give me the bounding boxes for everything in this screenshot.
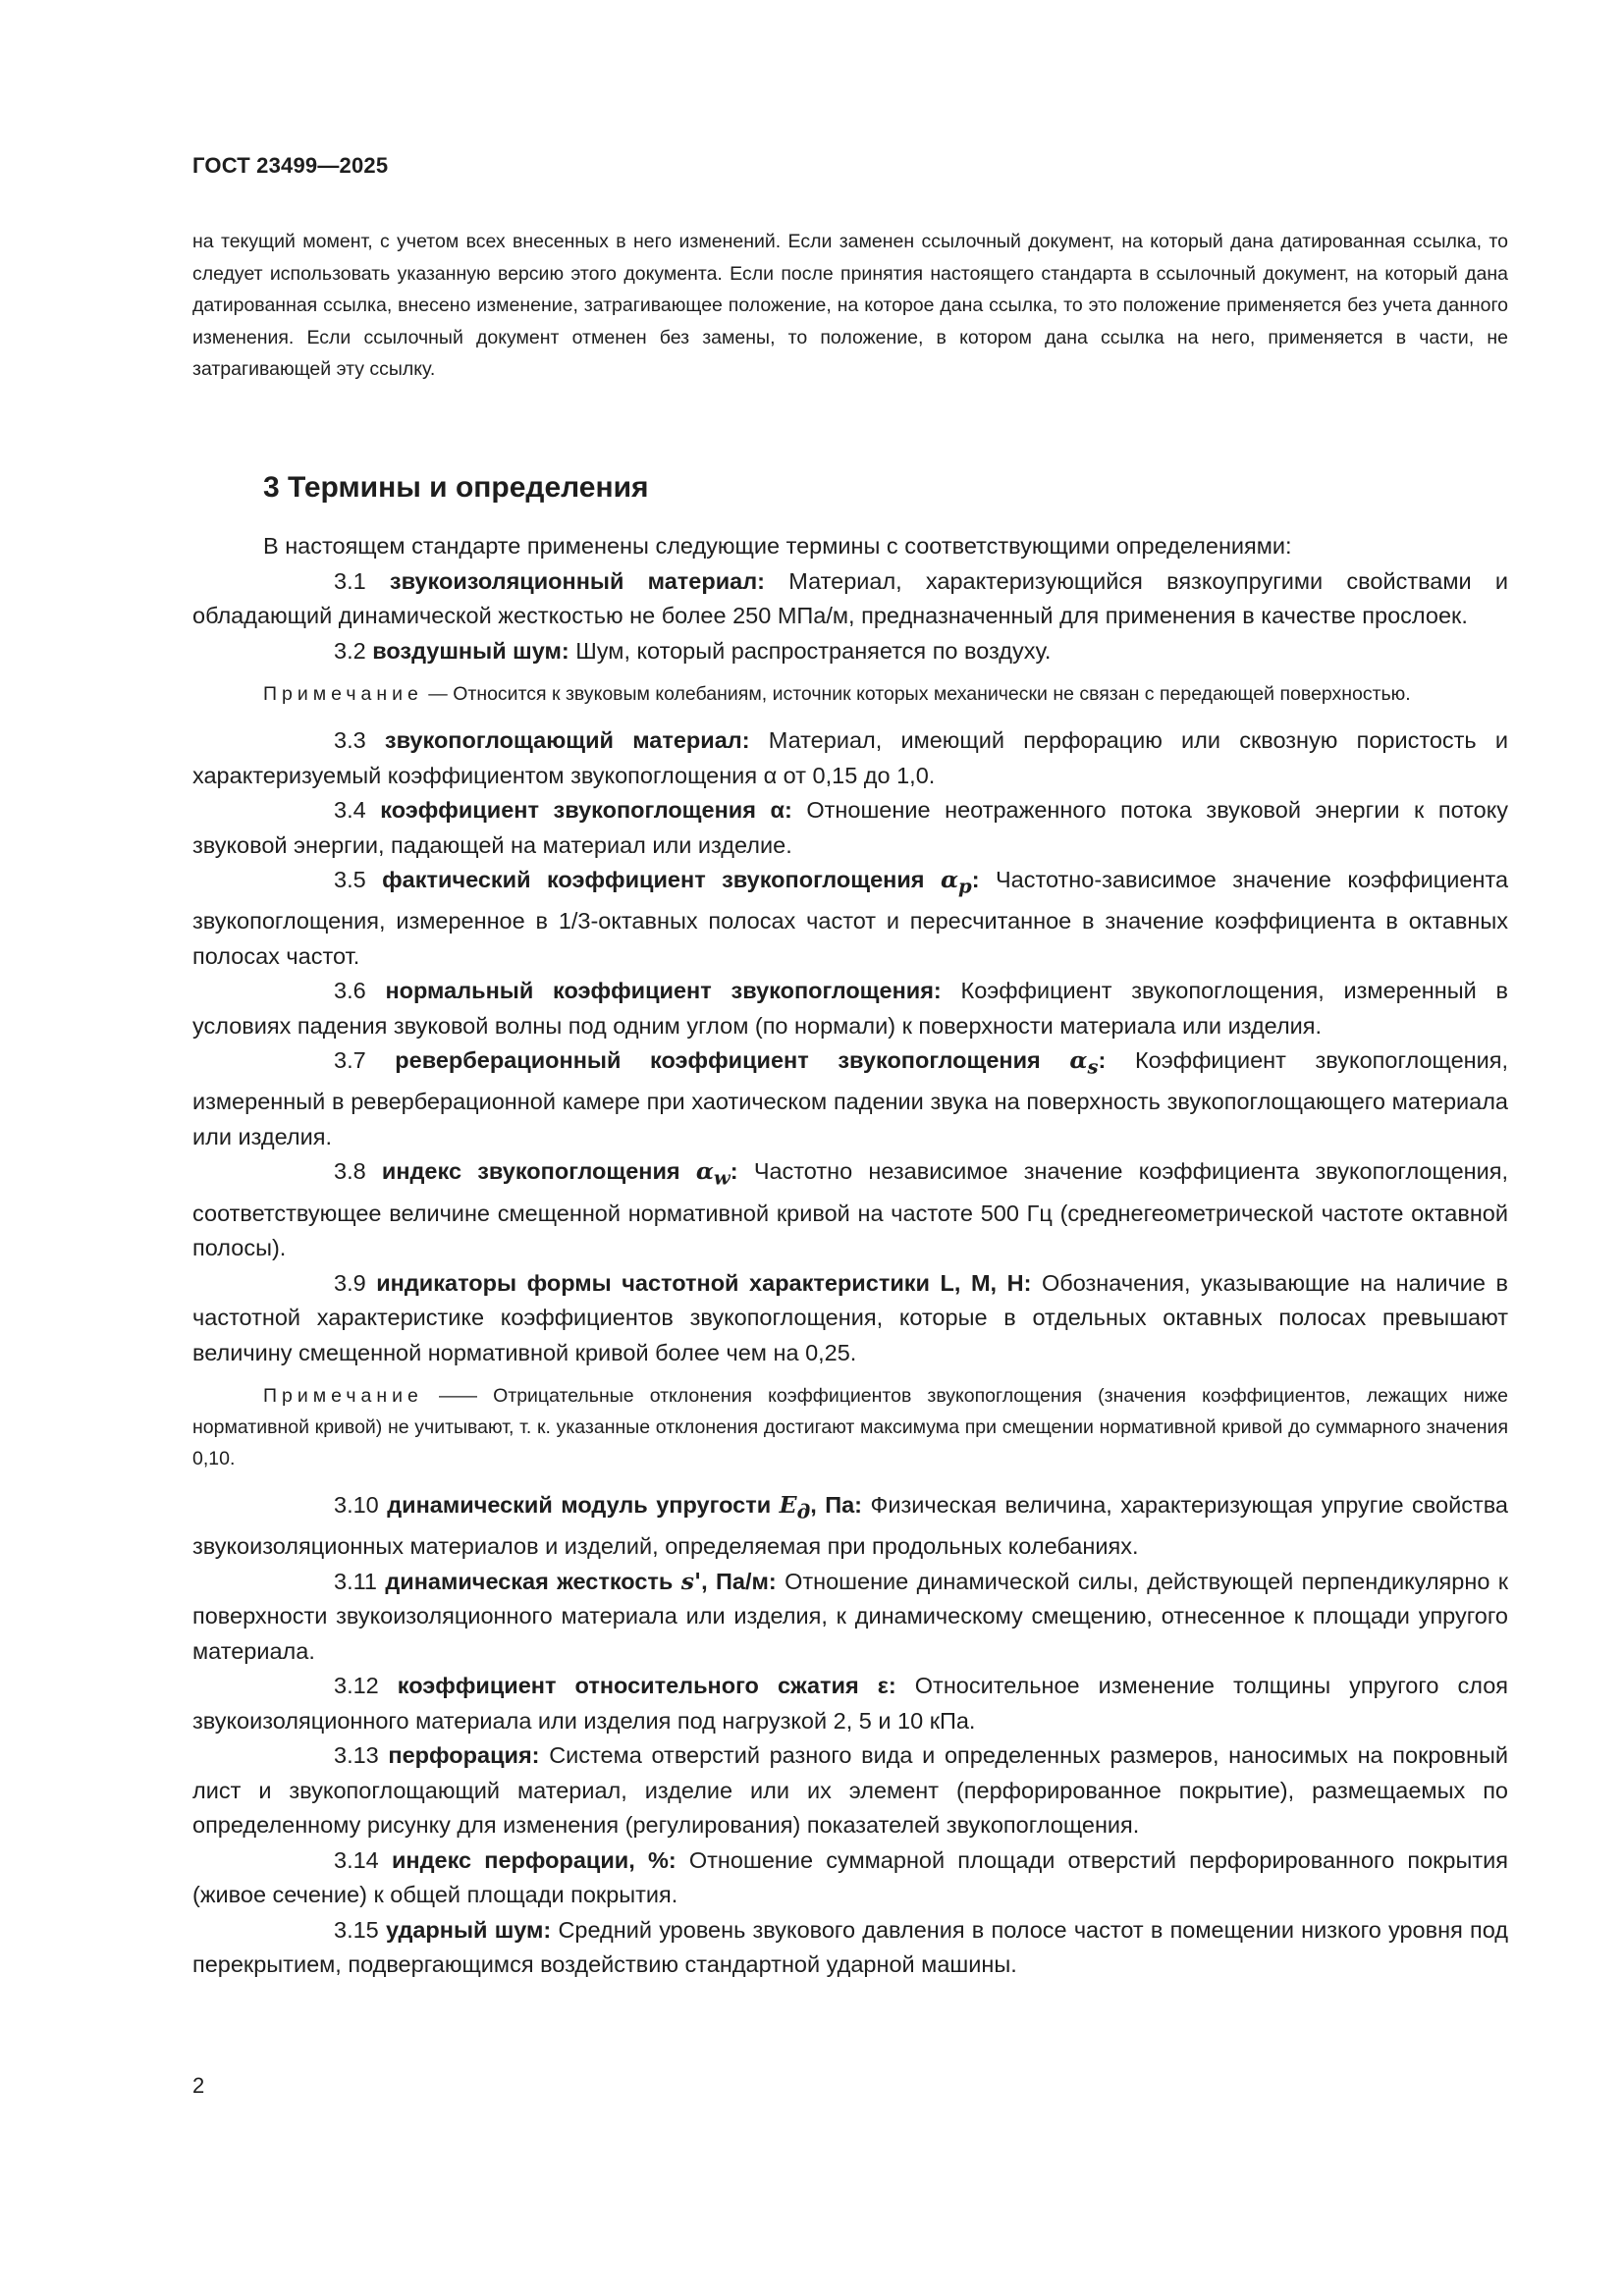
term-symbol-subscript: д [796, 1500, 811, 1523]
term-definition: Материал, характеризующийся вязкоупругими свойствами и обладающий динамической жесткостью не более 250 МПа/м, предназначенный для применения в качестве прослоек. [192, 567, 1509, 628]
intro-paragraph: на текущий момент, с учетом всех внесенных в него изменений. Если заменен ссылочный документ, на который дана датированная ссылка, то следует использовать указанную версию этого документа. Если после принятия настоящего стандарта в ссылочный документ, на который дана датированная ссылка, внесено изменение, затрагивающее положение, на которое дана ссылка, то это положение применяется без учета данного изменения. Если ссылочный документ отменен без замены, то положение, в котором дана ссылка на него, применяется в части, не затрагивающей эту ссылку. [192, 231, 1508, 380]
term-title: коэффициент звукопоглощения α: [380, 797, 792, 823]
note-dash: —— [438, 1385, 477, 1408]
term-title: индекс звукопоглощения [381, 1158, 680, 1185]
term-title: динамическая жесткость [385, 1568, 674, 1594]
document-header: ГОСТ 23499—2025 [192, 153, 389, 178]
note-label: Примечание [263, 683, 423, 705]
term-title: индекс перфорации, %: [391, 1846, 677, 1873]
term-symbol-subscript: p [958, 875, 972, 898]
note-text: Отрицательные отклонения коэффициентов звукопоглощения (значения коэффициентов, лежащих ниже нормативной кривой) не учитывают, т. к. указанные отклонения достигают максимума при смещении нормативной кривой до суммарного значения 0,10. [192, 1385, 1508, 1470]
term-symbol: α [940, 866, 959, 893]
term-3-13: 3.13 перфорация: Система отверстий разного вида и определенных размеров, наносимых на покровный лист и звукопоглощающий материал, изделие или их элемент (перфорированное покрытие), размещаемых по определенному рисунку для изменения (регулирования) показателей звукопоглощения. [192, 1742, 1508, 1839]
term-definition: Коэффициент звукопоглощения, измеренный в реверберационной камере при хаотическом падении звука на поверхность звукопоглощающего материала или изделия. [192, 1047, 1509, 1149]
term-definition: Отношение неотраженного потока звуковой энергии к потоку звуковой энергии, падающей на материал или изделие. [192, 797, 1509, 858]
term-3-7: 3.7 реверберационный коэффициент звукопоглощения $\alpha_s$: Коэффициент звукопоглощения, измеренный в реверберационной камере при хаотическом падении звука на поверхность звукопоглощающего материала или изделия. [192, 1046, 1509, 1149]
term-3-14: 3.14 индекс перфорации, %: Отношение суммарной площади отверстий перфорированного покрытия (живое сечение) к общей площади покрытия. [192, 1846, 1509, 1908]
term-definition: Относительное изменение толщины упругого слоя звукоизоляционного материала или изделия под нагрузкой 2, 5 и 10 кПа. [192, 1673, 1509, 1734]
section-lead: В настоящем стандарте применены следующие термины с соответствующими определениями: [263, 533, 1292, 559]
term-definition: Отношение суммарной площади отверстий перфорированного покрытия (живое сечение) к общей площади покрытия. [192, 1846, 1509, 1908]
term-title: звукоизоляционный материал: [389, 567, 765, 594]
term-3-5: 3.5 фактический коэффициент звукопоглощения $\alpha_p$: Частотно-зависимое значение коэффициента звукопоглощения, измеренное в 1/3-октавных полосах частот и пересчитанное в значение коэффициента в октавных полосах частот. [192, 866, 1509, 969]
term-symbol: α [695, 1157, 714, 1186]
term-definition: Материал, имеющий перфорацию или сквозную пористость и характеризуемый коэффициентом звукопоглощения α от 0,15 до 1,0. [192, 727, 1509, 788]
term-3-8: 3.8 индекс звукопоглощения $\alpha_w$: Частотно независимое значение коэффициента звукопоглощения, соответствующее величине смещенной нормативной кривой на частоте 500 Гц (среднегеометрической частоте октавной полосы). [192, 1157, 1509, 1261]
note-text: Относится к звуковым колебаниям, источник которых механически не связан с передающей поверхностью. [453, 683, 1411, 705]
term-3-15: 3.15 ударный шум: Средний уровень звукового давления в полосе частот в помещении низкого уровня под перекрытием, подвергающимся воздействию стандартной ударной машины. [192, 1916, 1508, 1978]
term-symbol-subscript: w [713, 1167, 731, 1191]
term-title: реверберационный коэффициент звукопоглощения [395, 1047, 1041, 1074]
term-3-3: 3.3 звукопоглощающий материал: Материал, имеющий перфорацию или сквозную пористость и характеризуемый коэффициентом звукопоглощения α от 0,15 до 1,0. [192, 727, 1509, 788]
term-3-4: 3.4 коэффициент звукопоглощения α: Отношение неотраженного потока звуковой энергии к потоку звуковой энергии, падающей на материал или изделие. [192, 797, 1509, 858]
term-3-2: 3.2 воздушный шум: Шум, который распространяется по воздуху. [334, 637, 1052, 664]
term-definition: Физическая величина, характеризующая упругие свойства звукоизоляционных материалов и изделий, определяемая при продольных колебаниях. [192, 1492, 1509, 1560]
term-title: динамический модуль упругости [387, 1492, 772, 1519]
term-definition: Обозначения, указывающие на наличие в частотной характеристике коэффициентов звукопоглощения, которые в отдельных октавных полосах превышают величину смещенной нормативной кривой более чем на 0,25. [192, 1269, 1509, 1365]
term-definition: Отношение динамической силы, действующей перпендикулярно к поверхности звукоизоляционного материала или изделия, к динамическому смещению, отнесенное к площади упругого материала. [192, 1568, 1509, 1664]
section-heading: 3 Термины и определения [263, 471, 649, 504]
term-definition: Система отверстий разного вида и определенных размеров, наносимых на покровный лист и звукопоглощающий материал, изделие или их элемент (перфорированное покрытие), размещаемых по определенному рисунку для изменения (регулирования) показателей звукопоглощения. [192, 1742, 1508, 1839]
term-symbol: s' [680, 1567, 702, 1595]
term-symbol-subscript: s [1087, 1055, 1099, 1079]
term-title: перфорация: [388, 1742, 540, 1769]
term-definition: Частотно-зависимое значение коэффициента звукопоглощения, измеренное в 1/3-октавных полосах частот и пересчитанное в значение коэффициента в октавных полосах частот. [192, 867, 1509, 969]
term-3-9: 3.9 индикаторы формы частотной характеристики L, M, H: Обозначения, указывающие на наличие в частотной характеристике коэффициентов звукопоглощения, которые в отдельных октавных полосах превышают величину смещенной нормативной кривой более чем на 0,25. [192, 1269, 1509, 1365]
note-dash: — [428, 683, 448, 705]
term-title: фактический коэффициент звукопоглощения [382, 867, 925, 892]
note-label: Примечание [263, 1385, 423, 1408]
term-definition: Шум, который распространяется по воздуху. [575, 637, 1052, 664]
term-title: звукопоглощающий материал: [384, 727, 750, 753]
term-definition: Средний уровень звукового давления в полосе частот в помещении низкого уровня под перекрытием, подвергающимся воздействию стандартной ударной машины. [192, 1916, 1508, 1978]
note-2 [192, 1380, 1508, 1474]
term-3-11: 3.11 динамическая жесткость s', Па/м: Отношение динамической силы, действующей перпендикулярно к поверхности звукоизоляционного материала или изделия, к динамическому смещению, отнесенное к площади упругого материала. [192, 1567, 1509, 1664]
term-definition: Коэффициент звукопоглощения, измеренный в условиях падения звуковой волны под одним углом (по нормали) к поверхности материала или изделия. [192, 978, 1509, 1039]
term-title: индикаторы формы частотной характеристики L, M, H: [376, 1269, 1032, 1296]
term-title: нормальный коэффициент звукопоглощения: [385, 978, 942, 1004]
term-title: коэффициент относительного сжатия ε: [397, 1673, 896, 1699]
note-1 [192, 678, 1508, 710]
page-number: 2 [192, 2073, 205, 2098]
term-3-6: 3.6 нормальный коэффициент звукопоглощения: Коэффициент звукопоглощения, измеренный в условиях падения звуковой волны под одним углом (по нормали) к поверхности материала или изделия. [192, 978, 1509, 1039]
term-symbol: E [779, 1491, 797, 1520]
term-definition: Частотно независимое значение коэффициента звукопоглощения, соответствующее величине смещенной нормативной кривой на частоте 500 Гц (среднегеометрической частоте октавной полосы). [192, 1158, 1509, 1261]
term-title: воздушный шум: [372, 637, 569, 664]
term-3-10: 3.10 динамический модуль упругости $E_д$, Па: Физическая величина, характеризующая упругие свойства звукоизоляционных материалов и изделий, определяемая при продольных колебаниях. [192, 1491, 1509, 1560]
terms-section [192, 529, 1508, 1983]
term-3-12: 3.12 коэффициент относительного сжатия ε: Относительное изменение толщины упругого слоя звукоизоляционного материала или изделия под нагрузкой 2, 5 и 10 кПа. [192, 1673, 1509, 1734]
term-symbol: α [1069, 1046, 1088, 1075]
term-3-1: 3.1 звукоизоляционный материал: Материал, характеризующийся вязкоупругими свойствами и обладающий динамической жесткостью не более 250 МПа/м, предназначенный для применения в качестве прослоек. [192, 567, 1509, 628]
term-title: ударный шум: [385, 1916, 552, 1943]
